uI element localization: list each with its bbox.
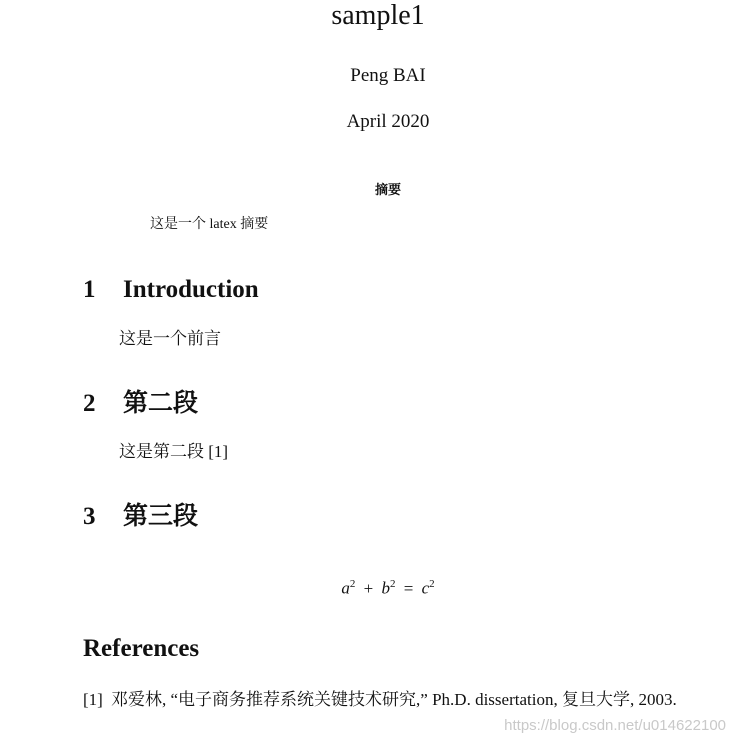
equation-plus: + — [363, 578, 374, 598]
abstract-body: 这是一个 latex 摘要 — [150, 217, 269, 232]
reference-label: [1] — [83, 690, 103, 709]
section-heading-1 — [83, 275, 259, 305]
abstract-heading: 摘要 — [374, 183, 401, 198]
pythagorean-equation — [20, 572, 736, 601]
section-number: 2 — [83, 390, 96, 417]
equation-exponent: 2 — [389, 578, 396, 590]
reference-text: 邓爱林, “电子商务推荐系统关键技术研究,” Ph.D. dissertation, 复旦大学, 2003. — [111, 690, 677, 709]
section-body-1: 这是一个前言 — [119, 329, 221, 348]
document-author: Peng BAI — [350, 65, 426, 86]
section-heading-3 — [83, 501, 198, 532]
section-title: Introduction — [123, 276, 259, 303]
references-heading: References — [83, 635, 200, 662]
document-date: April 2020 — [346, 111, 430, 132]
section-title: 第三段 — [123, 501, 199, 530]
section-body-2: 这是第二段 [1] — [119, 442, 229, 461]
equation-var-a: a — [341, 578, 350, 598]
section-heading-2 — [83, 388, 198, 419]
section-number: 3 — [83, 503, 96, 530]
equation-equals: = — [403, 578, 414, 598]
equation-var-b: b — [381, 578, 390, 598]
section-title: 第二段 — [123, 388, 199, 417]
equation-var-c: c — [421, 578, 430, 598]
equation-exponent: 2 — [349, 578, 356, 590]
equation-exponent: 2 — [429, 578, 435, 590]
section-number: 1 — [83, 276, 96, 303]
watermark: https://blog.csdn.net/u014622100 — [504, 717, 726, 734]
reference-item — [83, 686, 683, 713]
document-title: sample1 — [331, 0, 425, 31]
